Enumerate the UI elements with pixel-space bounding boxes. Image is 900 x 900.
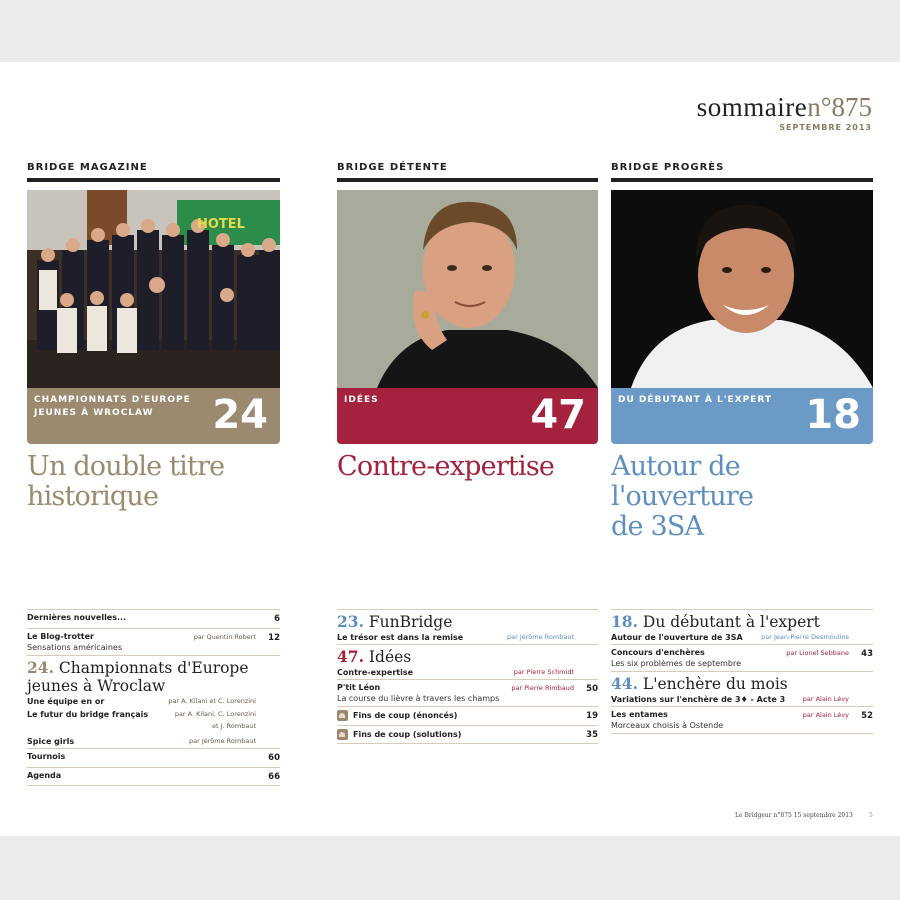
team-photo [27, 190, 280, 388]
entry-author: par Alain Lévy [802, 711, 849, 719]
page-footer [735, 812, 873, 819]
entry-title: Tournois [27, 752, 66, 761]
section-title: FunBridge [368, 613, 453, 631]
entry-page: 6 [274, 614, 280, 624]
section-number: 23. [337, 612, 364, 631]
entry-author: et J. Rombaut [212, 722, 256, 730]
headline-line: Contre-expertise [337, 451, 555, 482]
toc-entry[interactable] [27, 748, 280, 767]
toc-entry[interactable] [27, 767, 280, 786]
band-text: CHAMPIONNATS D'EUROPE [34, 395, 191, 405]
entry-page: 43 [861, 649, 873, 659]
entry-title: P'tit Léon [337, 683, 381, 692]
section-rule [611, 178, 873, 182]
section-rule [337, 178, 598, 182]
toc-entry[interactable] [611, 706, 873, 734]
toc-section-heading[interactable] [337, 644, 598, 666]
page-number-badge[interactable]: 47 [530, 392, 586, 438]
section-rule [27, 178, 280, 182]
section-number: 44. [611, 674, 638, 693]
band-text: IDÉES [344, 395, 379, 405]
feature-band [611, 388, 873, 444]
entry-page: 50 [586, 684, 598, 694]
section-title: Du débutant à l'expert [642, 613, 820, 631]
entry-title: Spice girls [27, 737, 75, 746]
entry-title: Les entames [611, 710, 668, 719]
entry-subtitle: Morceaux choisis à Ostende [611, 721, 724, 730]
section-label: BRIDGE MAGAZINE [27, 162, 148, 173]
feature-band [27, 388, 280, 444]
portrait-photo [611, 190, 873, 388]
entry-author: par Pierre Schmidt [513, 668, 574, 676]
toc-section-heading[interactable] [337, 609, 598, 631]
entry-author: par Pierre Rimbaud [511, 684, 574, 692]
entry-title: Dernières nouvelles... [27, 613, 127, 622]
section-label: BRIDGE DÉTENTE [337, 162, 448, 173]
toc-entry[interactable] [611, 644, 873, 671]
toc-detente [337, 609, 598, 744]
section-label: BRIDGE PROGRÈS [611, 162, 725, 173]
entry-subtitle: Sensations américaines [27, 643, 122, 652]
entry-author: par Jean-Pierre Desmoulins [761, 633, 849, 641]
entry-author: par Jérôme Rombaut [507, 633, 574, 641]
headline[interactable] [611, 452, 873, 542]
column-magazine [27, 162, 280, 512]
page-number-badge[interactable]: 24 [212, 392, 268, 438]
entry-title: Une équipe en or [27, 697, 105, 706]
entry-author: par Lionel Sebbane [786, 649, 849, 657]
section-number: 47. [337, 647, 364, 666]
entry-author: par Jérôme Rombaut [189, 737, 256, 745]
entry-page: 12 [268, 633, 280, 643]
toc-entry[interactable] [337, 725, 598, 744]
section-title: L'enchère du mois [642, 675, 788, 693]
entry-subtitle: Les six problèmes de septembre [611, 659, 742, 668]
toc-subentry[interactable] [27, 708, 280, 735]
svg-text:HOTEL: HOTEL [197, 217, 245, 232]
toc-entry[interactable] [337, 679, 598, 706]
toc-subentry[interactable] [611, 631, 873, 644]
toc-section-heading[interactable] [611, 609, 873, 631]
toc-entry[interactable] [337, 706, 598, 725]
issue-date: SEPTEMBRE 2013 [779, 123, 872, 132]
entry-title: Contre-expertise [337, 668, 414, 677]
footer-text: Le Bridgeur n°875 15 septembre 2013 [735, 812, 853, 819]
band-text: JEUNES À WROCLAW [34, 408, 154, 418]
portrait-photo [337, 190, 598, 388]
issue-number: n°875 [807, 92, 872, 122]
entry-title: Variations sur l'enchère de 3♦ - Acte 3 [611, 695, 786, 704]
magazine-page [0, 62, 900, 836]
section-title: Championnats d'Europe jeunes à Wroclaw [27, 659, 249, 695]
card-icon [337, 710, 348, 721]
toc-subentry[interactable] [27, 735, 280, 748]
entry-page: 35 [586, 730, 598, 740]
card-icon [337, 729, 348, 740]
entry-author: par Quentin Robert [193, 633, 256, 641]
toc-section-heading[interactable] [27, 655, 280, 695]
masthead [697, 92, 872, 132]
toc-subentry[interactable] [337, 666, 598, 679]
toc-subentry[interactable] [611, 693, 873, 706]
entry-title: Fins de coup (solutions) [353, 730, 462, 739]
masthead-title: sommaire [696, 92, 808, 122]
entry-page: 52 [861, 711, 873, 721]
entry-page: 66 [268, 772, 280, 782]
section-number: 18. [611, 612, 638, 631]
page-number-badge[interactable]: 18 [805, 392, 861, 438]
footer-page-number: 5 [869, 812, 873, 819]
headline-line: de 3SA [611, 511, 704, 542]
entry-page: 60 [268, 753, 280, 763]
feature-band [337, 388, 598, 444]
entry-author: par A. Kilani, C. Lorenzini [174, 710, 256, 718]
toc-entry[interactable] [27, 609, 280, 628]
entry-subtitle: La course du lièvre à travers les champs [337, 694, 500, 703]
toc-section-heading[interactable] [611, 671, 873, 693]
toc-magazine [27, 609, 280, 786]
column-detente [337, 162, 598, 482]
headline[interactable] [27, 452, 280, 512]
headline-line: Autour de l'ouverture [611, 451, 754, 512]
entry-title: Le Blog-trotter [27, 632, 94, 641]
headline[interactable] [337, 452, 598, 482]
entry-title: Le futur du bridge français [27, 710, 149, 719]
toc-entry[interactable] [27, 628, 280, 655]
entry-page: 19 [586, 711, 598, 721]
headline-line: historique [27, 481, 159, 512]
entry-title: Autour de l'ouverture de 3SA [611, 633, 743, 642]
entry-title: Agenda [27, 771, 62, 780]
entry-title: Concours d'enchères [611, 648, 705, 657]
headline-line: Un double titre [27, 451, 225, 482]
toc-subentry[interactable] [337, 631, 598, 644]
entry-title: Fins de coup (énoncés) [353, 711, 458, 720]
toc-subentry[interactable] [27, 695, 280, 708]
section-number: 24. [27, 658, 54, 677]
entry-author: par Alain Lévy [802, 695, 849, 703]
entry-title: Le trésor est dans la remise [337, 633, 464, 642]
band-text: DU DÉBUTANT À L'EXPERT [618, 395, 772, 405]
column-progres [611, 162, 873, 542]
section-title: Idées [368, 648, 412, 666]
entry-author: par A. Kilani et C. Lorenzini [168, 697, 256, 705]
toc-progres [611, 609, 873, 734]
